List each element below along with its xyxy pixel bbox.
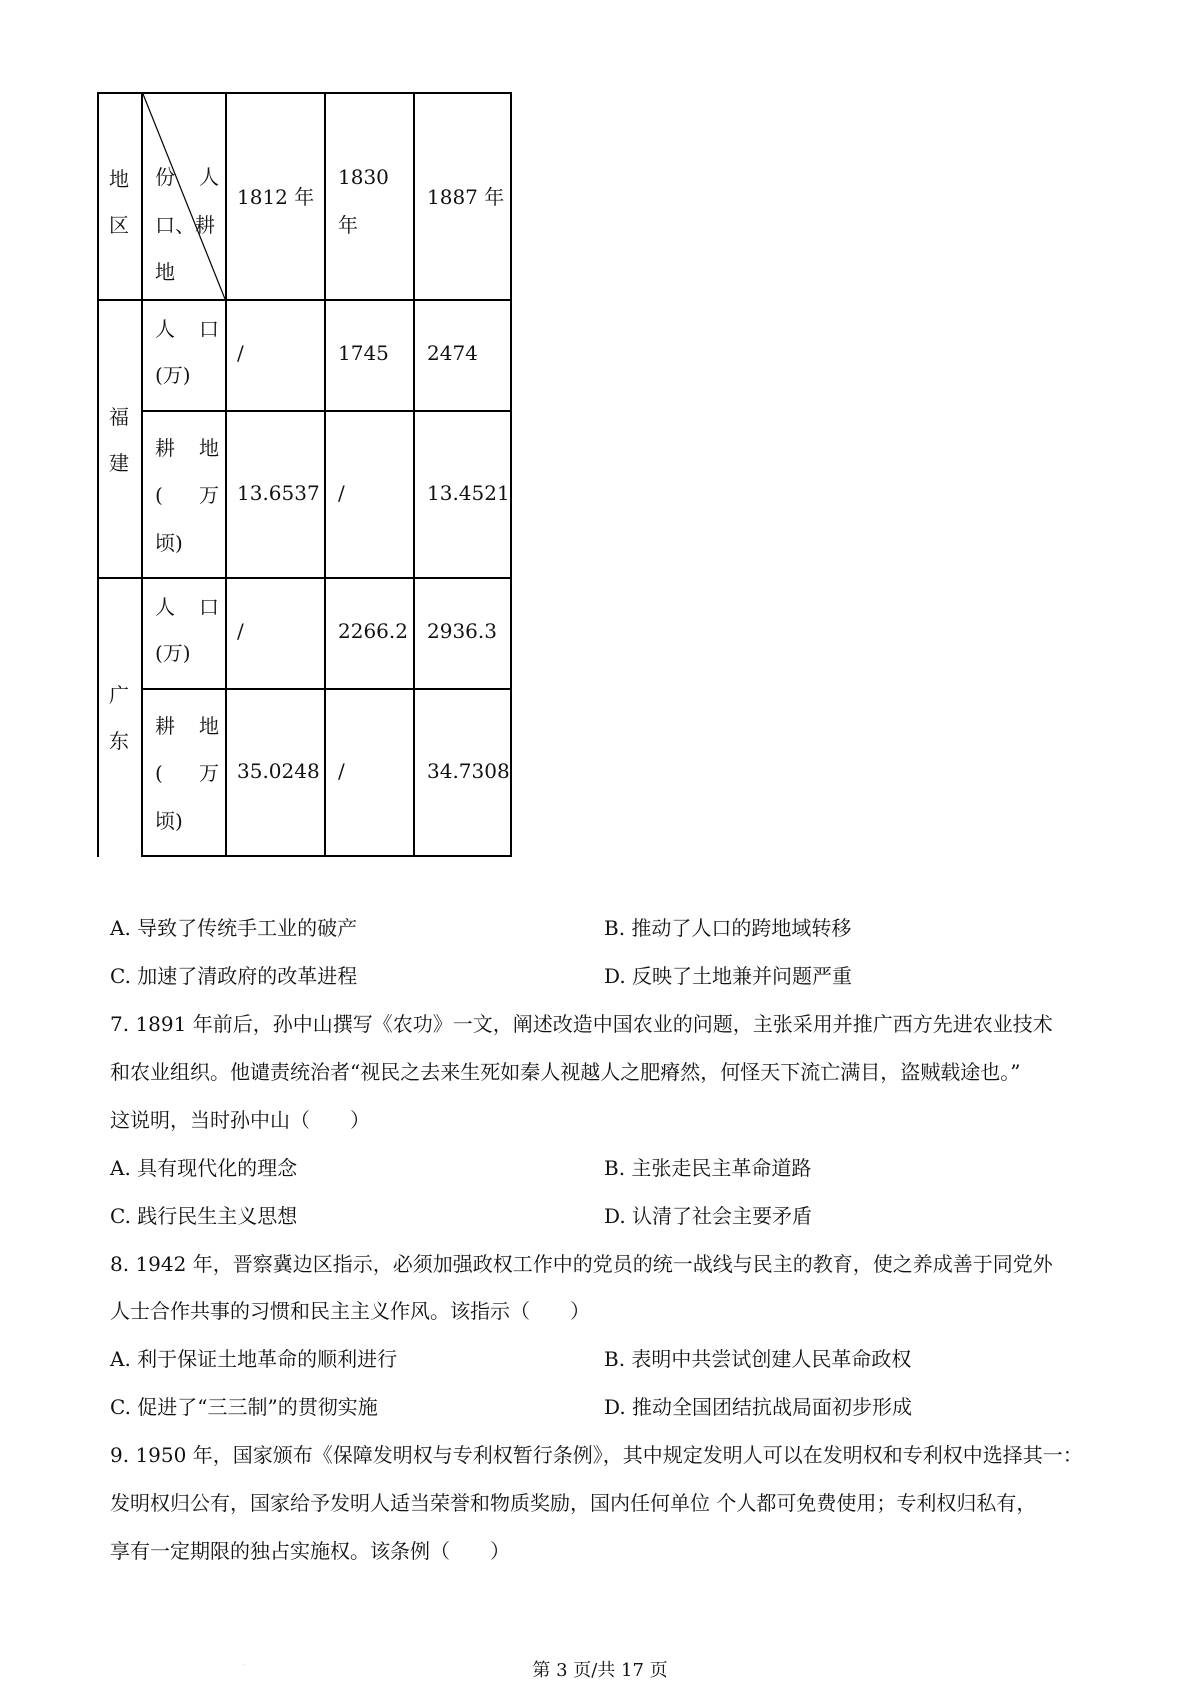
guangdong-pop-label: 人 口: [155, 595, 219, 619]
guangdong-pop-1812: /: [237, 619, 244, 643]
guangdong-land-unit: ( 万: [155, 761, 219, 785]
table-rule: [141, 410, 512, 412]
q6-option-b: B. 推动了人口的跨地域转移: [604, 916, 852, 940]
q8-option-a: A. 利于保证土地革命的顺利进行: [110, 1347, 398, 1371]
watermark-dot: ·: [243, 1662, 245, 1669]
table-rule: [97, 299, 141, 301]
fujian-land-1887: 13.4521: [427, 481, 510, 505]
guangdong-land-1812: 35.0248: [237, 759, 320, 783]
guangdong-pop-unit: (万): [155, 641, 191, 665]
fujian-pop-unit: (万): [155, 363, 191, 387]
q6-option-c: C. 加速了清政府的改革进程: [110, 964, 358, 988]
fujian-land-unit: ( 万: [155, 483, 219, 507]
q9-stem-line-2: 发明权归公有，国家给予发明人适当荣誉和物质奖励，国内任何单位 个人都可免费使用；专利权归私有，: [110, 1491, 1037, 1515]
guangdong-pop-1887: 2936.3: [427, 619, 497, 643]
fujian-pop-1887: 2474: [427, 341, 478, 365]
q7-stem-line-1: 7. 1891 年前后，孙中山撰写《农功》一文，阐述改造中国农业的问题，主张采用并推广西方先进农业技术: [110, 1012, 1053, 1036]
table-col-rule: [324, 92, 326, 857]
q7-stem-line-2: 和农业组织。他谴责统治者“视民之去来生死如秦人视越人之肥瘠然，何怪天下流亡满目，盗贼载途也。”: [110, 1060, 1021, 1084]
q9-stem-line-3: 享有一定期限的独占实施权。该条例（ ）: [110, 1539, 510, 1563]
q9-stem-line-1: 9. 1950 年，国家颁布《保障发明权与专利权暂行条例》，其中规定发明人可以在发明权和专利权中选择其一：: [110, 1443, 1083, 1467]
q7-option-b: B. 主张走民主革命道路: [604, 1156, 812, 1180]
q6-option-a: A. 导致了传统手工业的破产: [110, 916, 358, 940]
header-diagonal-top: 份 人: [155, 165, 219, 189]
q8-stem-line-2: 人士合作共事的习惯和民主主义作风。该指示（ ）: [110, 1299, 590, 1323]
guangdong-land-1887: 34.7308: [427, 759, 510, 783]
table-border-left: [97, 92, 99, 857]
guangdong-pop-1830: 2266.2: [338, 619, 408, 643]
data-table: [97, 92, 512, 857]
header-year-1887: 1887 年: [427, 185, 505, 209]
fujian-pop-1812: /: [237, 341, 244, 365]
page-number: 第 3 页/共 17 页: [532, 1660, 668, 1681]
header-diagonal-bot: 地: [155, 260, 175, 284]
fujian-pop-label: 人 口: [155, 317, 219, 341]
header-diagonal-mid: 口、耕: [155, 213, 215, 237]
q7-option-a: A. 具有现代化的理念: [110, 1156, 298, 1180]
header-year-1812: 1812 年: [237, 185, 315, 209]
header-region: 地 区: [109, 167, 129, 237]
q8-option-d: D. 推动全国团结抗战局面初步形成: [604, 1395, 913, 1419]
header-year-1830: 1830: [338, 165, 389, 189]
guangdong-land-unit-end: 顷): [155, 809, 183, 833]
q8-option-c: C. 促进了“三三制”的贯彻实施: [110, 1395, 378, 1419]
region-guangdong: 广 东: [109, 683, 129, 753]
q6-option-d: D. 反映了土地兼并问题严重: [604, 964, 853, 988]
region-fujian: 福 建: [109, 405, 129, 475]
fujian-land-unit-end: 顷): [155, 531, 183, 555]
header-year-1830-unit: 年: [338, 213, 358, 237]
table-border-bottom: [141, 855, 512, 857]
fujian-land-1812: 13.6537: [237, 481, 320, 505]
table-rule: [97, 577, 512, 579]
fujian-land-1830: /: [338, 481, 345, 505]
q8-option-b: B. 表明中共尝试创建人民革命政权: [604, 1347, 912, 1371]
table-rule: [141, 688, 512, 690]
table-col-rule: [413, 92, 415, 857]
q7-option-d: D. 认清了社会主要矛盾: [604, 1204, 813, 1228]
guangdong-land-label: 耕 地: [155, 714, 219, 738]
guangdong-land-1830: /: [338, 759, 345, 783]
q7-option-c: C. 践行民生主义思想: [110, 1204, 298, 1228]
fujian-land-label: 耕 地: [155, 436, 219, 460]
fujian-pop-1830: 1745: [338, 341, 389, 365]
q8-stem-line-1: 8. 1942 年，晋察冀边区指示，必须加强政权工作中的党员的统一战线与民主的教育，使之养成善于同党外: [110, 1252, 1053, 1276]
q7-stem-line-3: 这说明，当时孙中山（ ）: [110, 1108, 370, 1132]
table-border-right: [510, 92, 512, 857]
